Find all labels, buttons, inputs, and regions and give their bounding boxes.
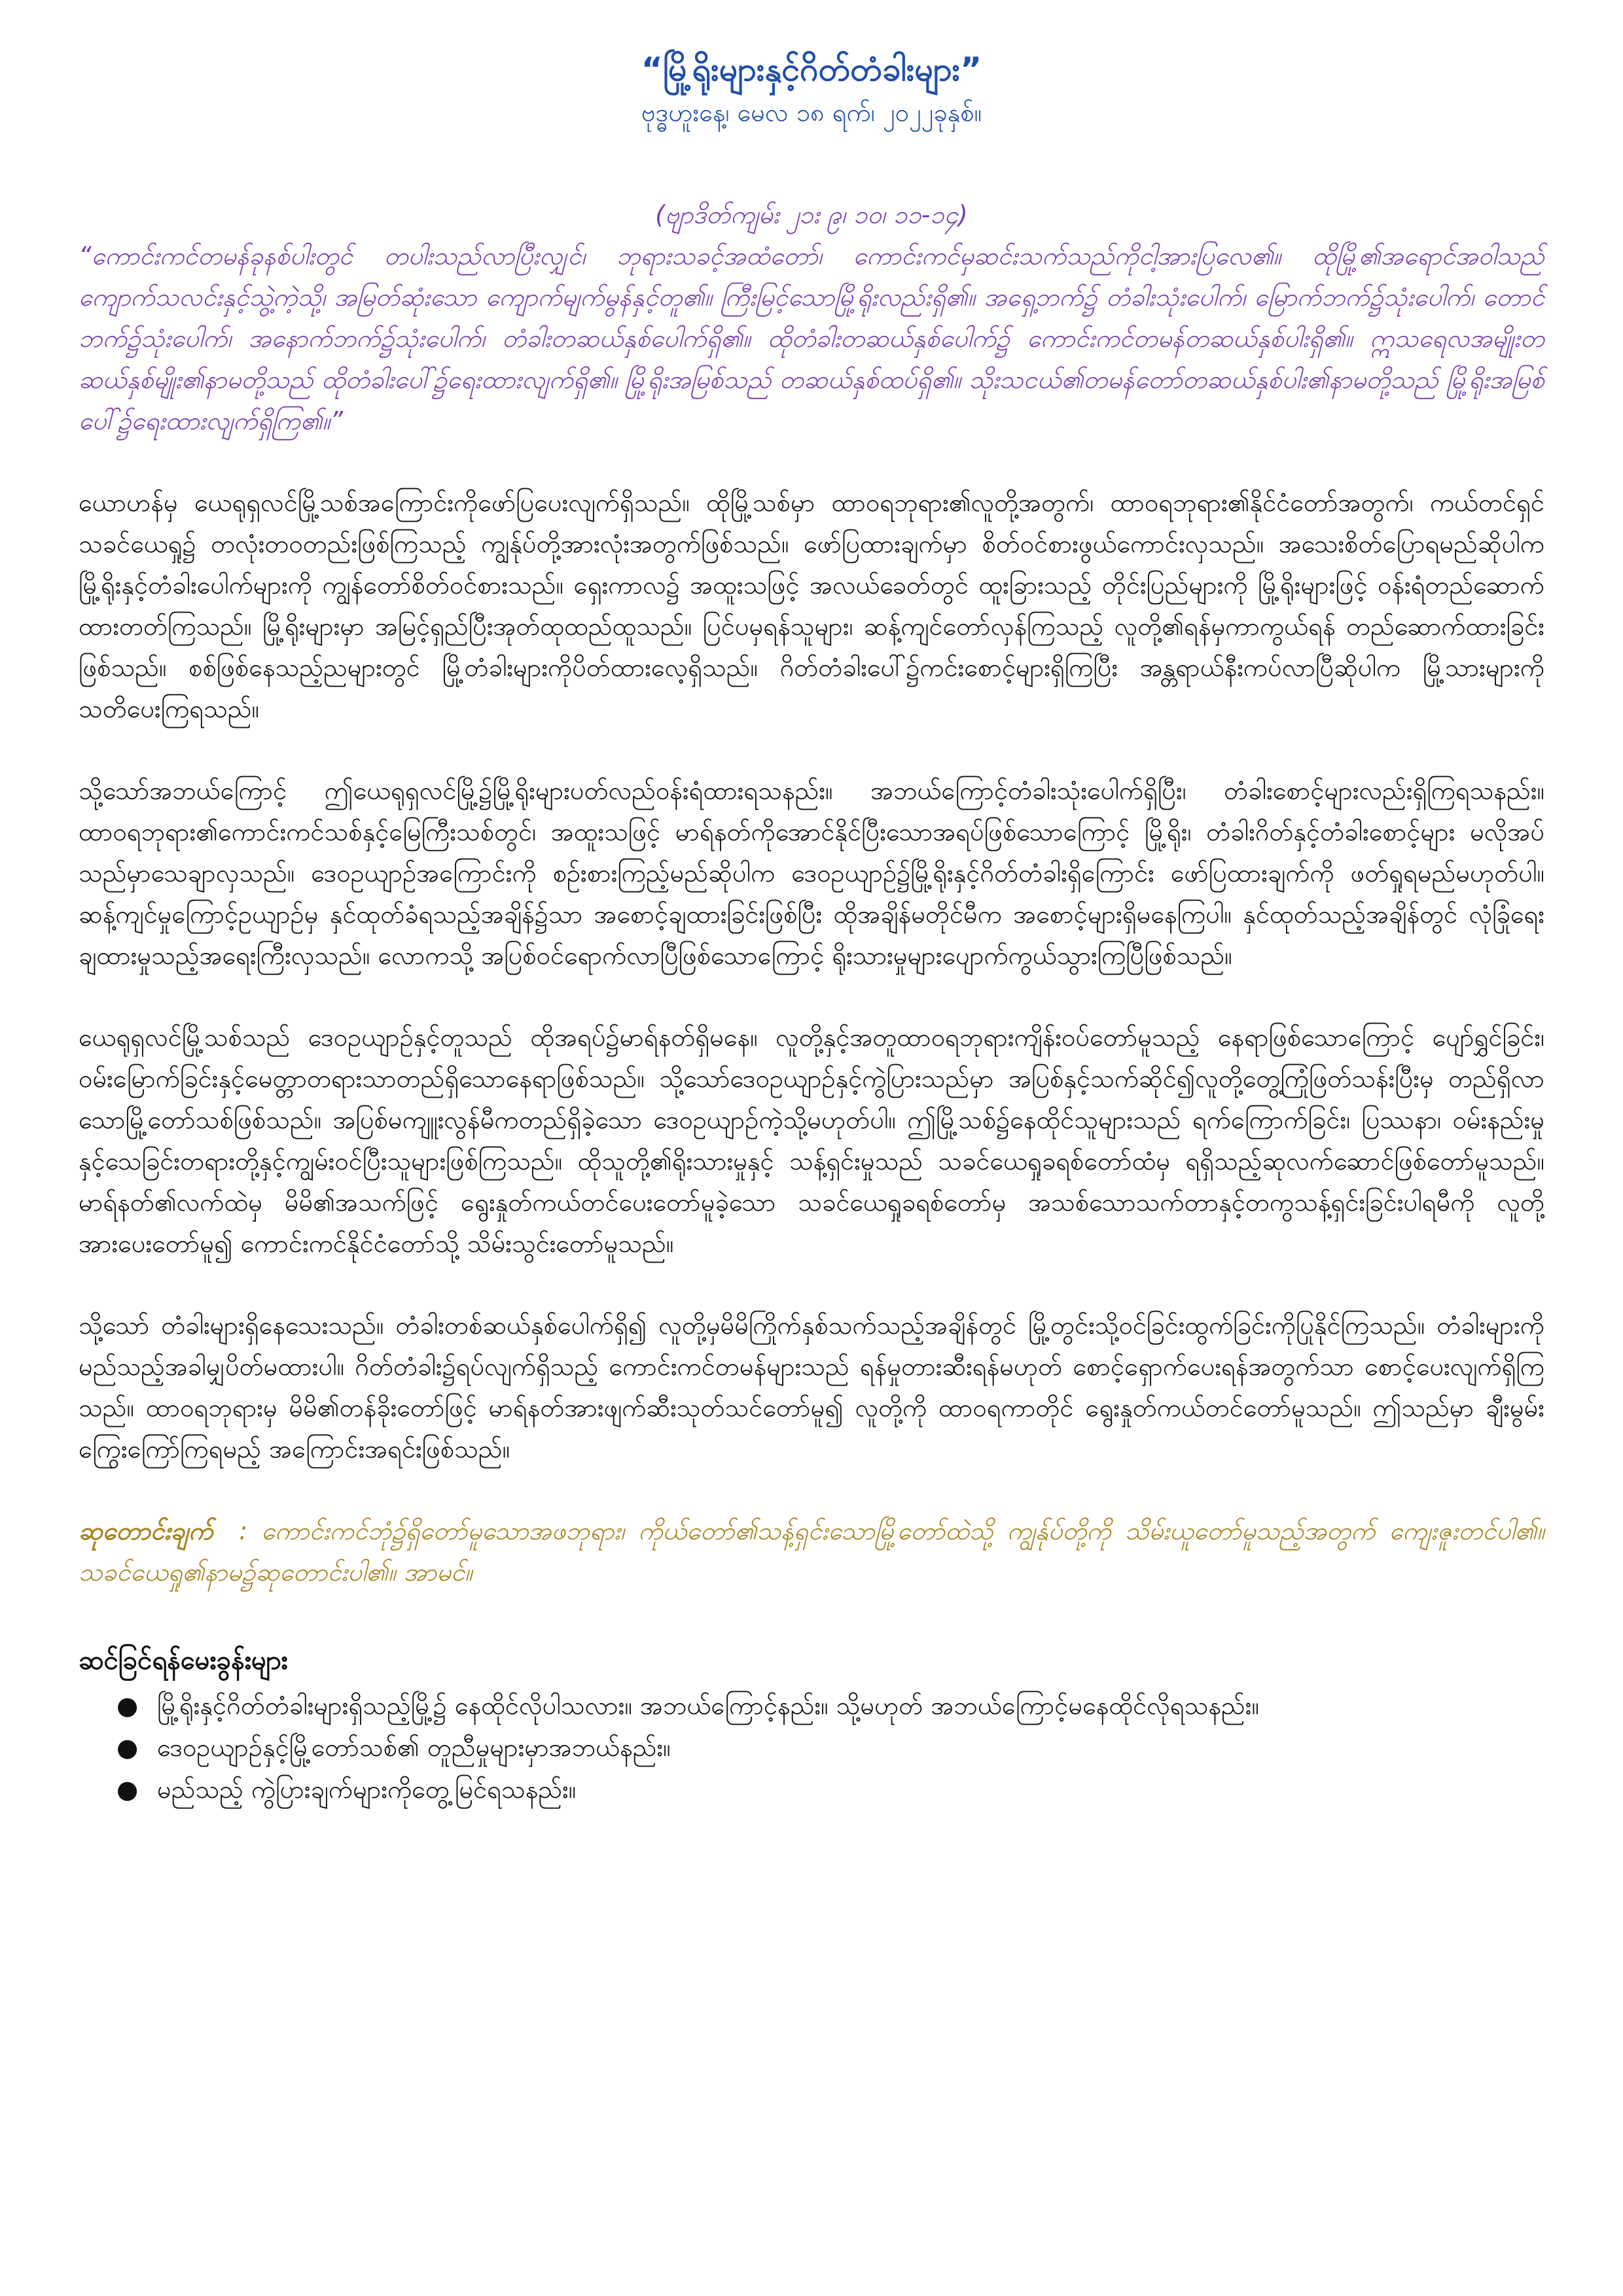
list-item (116, 1727, 1544, 1768)
questions-list (79, 1685, 1544, 1810)
list-item (116, 1685, 1544, 1727)
prayer-label: ဆုတောင်းချက် (79, 1516, 213, 1545)
date-line: ဗုဒ္ဓဟူးနေ့၊ မေလ ၁၈ ရက်၊ ၂၀၂၂ခုနှစ်။ (641, 98, 982, 127)
bullet-icon: ● (116, 1775, 139, 1804)
body-paragraph-3: ယေရုရှလင်မြို့သစ်သည် ဒေဝဥယျာဉ်နှင့်တူသည် ထိုအရပ်၌မာရ်နတ်ရှိမနေ။ လူတို့နှင့်အတူထာဝရဘုရားကျိန်းဝပ်တော်မူသည့် နေရာဖြစ်သောကြောင့် ပျော်ရွှင်ခြင်း၊ ဝမ်းမြောက်ခြင်းနှင့်မေတ္တာတရားသာတည်ရှိသောနေရာဖြစ်သည်။ သို့သော်ဒေဝဥယျာဉ်နှင့်ကွဲပြားသည်မှာ အပြစ်နှင့်သက်ဆိုင်၍လူတို့တွေ့ကြုံဖြတ်သန်းပြီးမှ တည်ရှိလာသောမြို့တော်သစ်ဖြစ်သည်။ အပြစ်မကျူးလွန်မီကတည်ရှိခဲ့သော ဒေဝဥယျာဉ်ကဲ့သို့မဟုတ်ပါ။ ဤမြို့သစ်၌နေထိုင်သူများသည် ရက်ကြောက်ခြင်း၊ ပြဿနာ၊ ဝမ်းနည်းမှုနှင့်သေခြင်းတရားတို့နှင့်ကျွမ်းဝင်ပြီးသူများဖြစ်ကြသည်။ ထိုသူတို့၏ရိုးသားမှုနှင့် သန့်ရှင်းမှုသည် သခင်ယေရှုခရစ်တော်ထံမှ ရရှိသည့်ဆုလက်ဆောင်ဖြစ်တော်မူသည်။ မာရ်နတ်၏လက်ထဲမှ မိမိ၏အသက်ဖြင့် ရွေးနှုတ်ကယ်တင်ပေးတော်မူခဲ့သော သခင်ယေရှုခရစ်တော်မှ အသစ်သောသက်တာနှင့်တကွသန့်ရှင်းခြင်းပါရမီကို လူတို့အားပေးတော်မူ၍ ကောင်းကင်နိုင်ငံတော်သို့ သိမ်းသွင်းတော်မူသည်။ (79, 1023, 1544, 1258)
reflection-questions (79, 1640, 1544, 1810)
prayer-block (79, 1511, 1544, 1593)
prayer-text: : ကောင်းကင်ဘုံ၌ရှိတော်မူသောအဖဘုရား၊ ကိုယ်တော်၏သန့်ရှင်းသောမြို့တော်ထဲသို့ ကျွန်ုပ်တို့ကို သိမ်းယူတော်မူသည့်အတွက် ကျေးဇူးတင်ပါ၏။ သခင်ယေရှု၏နာမ၌ဆုတောင်းပါ၏။ အာမင်။ (79, 1516, 1544, 1587)
bullet-icon: ● (116, 1691, 139, 1720)
body-paragraph-2: သို့သော်အဘယ်ကြောင့် ဤယေရုရှလင်မြို့၌မြို့ရိုးများပတ်လည်ဝန်းရံထားရသနည်း။ အဘယ်ကြောင့်တံခါးသုံးပေါက်ရှိပြီး၊ တံခါးစောင့်များလည်းရှိကြရသနည်း။ ထာဝရဘုရား၏ကောင်းကင်သစ်နှင့်မြေကြီးသစ်တွင်၊ အထူးသဖြင့် မာရ်နတ်ကိုအောင်နိုင်ပြီးသောအရပ်ဖြစ်သောကြောင့် မြို့ရိုး၊ တံခါးဂိတ်နှင့်တံခါးစောင့်များ မလိုအပ်သည်မှာသေချာလှသည်။ ဒေဝဥယျာဉ်အကြောင်းကို စဉ်းစားကြည့်မည်ဆိုပါက ဒေဝဥယျာဉ်၌မြို့ရိုးနှင့်ဂိတ်တံခါးရှိကြောင်း ဖော်ပြထားချက်ကို ဖတ်ရှုရမည်မဟုတ်ပါ။ ဆန့်ကျင်မှုကြောင့်ဥယျာဉ်မှ နှင်ထုတ်ခံရသည့်အချိန်၌သာ အစောင့်ချထားခြင်းဖြစ်ပြီး ထိုအချိန်မတိုင်မီက အစောင့်များရှိမနေကြပါ။ နှင်ထုတ်သည့်အချိန်တွင် လုံခြုံရေးချထားမှုသည့်အရေးကြီးလှသည်။ လောကသို့ အပြစ်ဝင်ရောက်လာပြီဖြစ်သောကြောင့် ရိုးသားမှုများပျောက်ကွယ်သွားကြပြီဖြစ်သည်။ (79, 776, 1544, 970)
question-text: မြို့ရိုးနှင့်ဂိတ်တံခါးများရှိသည့်မြို့၌ နေထိုင်လိုပါသလား။ အဘယ်ကြောင့်နည်း။ သို့မဟုတ် အဘယ်ကြောင့်မနေထိုင်လိုရသနည်း။ (157, 1691, 1259, 1720)
document-page (79, 46, 1544, 1810)
questions-heading: ဆင်ခြင်ရန်မေးခွန်းများ (79, 1645, 288, 1676)
bullet-icon: ● (116, 1733, 139, 1762)
body-paragraph-4: သို့သော် တံခါးများရှိနေသေးသည်။ တံခါးတစ်ဆယ်နှစ်ပေါက်ရှိ၍ လူတို့မှမိမိကြိုက်နှစ်သက်သည့်အချိန်တွင် မြို့တွင်းသို့ဝင်ခြင်းထွက်ခြင်းကိုပြုနိုင်ကြသည်။ တံခါးများကိုမည်သည့်အခါမျှပိတ်မထားပါ။ ဂိတ်တံခါး၌ရပ်လျက်ရှိသည့် ကောင်းကင်တမန်များသည် ရန်မှုတားဆီးရန်မဟုတ် စောင့်ရှောက်ပေးရန်အတွက်သာ စောင့်ပေးလျက်ရှိကြသည်။ ထာဝရဘုရားမှ မိမိ၏တန်ခိုးတော်ဖြင့် မာရ်နတ်အားဖျက်ဆီးသုတ်သင်တော်မူ၍ လူတို့ကို ထာဝရကာတိုင် ရွေးနှုတ်ကယ်တင်တော်မူသည်။ ဤသည်မှာ ချီးမွမ်းကြွေးကြော်ကြရမည့် အကြောင်းအရင်းဖြစ်သည်။ (79, 1311, 1544, 1463)
question-text: ဒေဝဥယျာဉ်နှင့်မြို့တော်သစ်၏ တူညီမှုများမှာအဘယ်နည်း။ (157, 1733, 671, 1762)
scripture-quote: “ကောင်းကင်တမန်ခုနစ်ပါးတွင် တပါးသည်လာပြီးလျှင်၊ ဘုရားသခင့်အထံတော်၊ ကောင်းကင်မှဆင်းသက်သည်ကိုငါ့အားပြလေ၏။ ထိုမြို့၏အရောင်အဝါသည် ကျောက်သလင်းနှင့်သွဲ့ကဲ့သို့၊ အမြတ်ဆုံးသော ကျောက်မျက်မွန်နှင့်တူ၏။ ကြီးမြင့်သောမြို့ရိုးလည်းရှိ၏။ အရှေ့ဘက်၌ တံခါးသုံးပေါက်၊ မြောက်ဘက်၌သုံးပေါက်၊ တောင်ဘက်၌သုံးပေါက်၊ အနောက်ဘက်၌သုံးပေါက်၊ တံခါးတဆယ်နှစ်ပေါက်ရှိ၏။ ထိုတံခါးတဆယ်နှစ်ပေါက်၌ ကောင်းကင်တမန်တဆယ်နှစ်ပါးရှိ၏။ ဣသရေလအမျိုးတဆယ်နှစ်မျိုး၏နာမတို့သည် ထိုတံခါးပေါ်၌ရေးထားလျက်ရှိ၏။ မြို့ရိုးအမြစ်သည် တဆယ်နှစ်ထပ်ရှိ၏။ သိုးသငယ်၏တမန်တော်တဆယ်နှစ်ပါး၏နာမတို့သည် မြို့ရိုးအမြစ်ပေါ်၌ရေးထားလျက်ရှိကြ၏။” (79, 242, 1544, 435)
question-text: မည်သည့် ကွဲပြားချက်များကိုတွေ့မြင်ရသနည်း။ (157, 1775, 577, 1804)
body-paragraph-1: ယောဟန်မှ ယေရုရှလင်မြို့သစ်အကြောင်းကိုဖော်ပြပေးလျက်ရှိသည်။ ထိုမြို့သစ်မှာ ထာဝရဘုရား၏လူတို့အတွက်၊ ထာဝရဘုရား၏နိုင်ငံတော်အတွက်၊ ကယ်တင်ရှင်သခင်ယေရှု၌ တလုံးတဝတည်းဖြစ်ကြသည့် ကျွန်ုပ်တို့အားလုံးအတွက်ဖြစ်သည်။ ဖော်ပြထားချက်မှာ စိတ်ဝင်စားဖွယ်ကောင်းလှသည်။ အသေးစိတ်ပြောရမည်ဆိုပါက မြို့ရိုးနှင့်တံခါးပေါက်များကို ကျွန်တော်စိတ်ဝင်စားသည်။ ရှေးကာလ၌ အထူးသဖြင့် အလယ်ခေတ်တွင် ထူးခြားသည့် တိုင်းပြည်များကို မြို့ရိုးများဖြင့် ဝန်းရံတည်ဆောက်ထားတတ်ကြသည်။ မြို့ရိုးများမှာ အမြင့်ရှည်ပြီးအုတ်ထုထည်ထူသည်။ ပြင်ပမှရန်သူများ၊ ဆန့်ကျင်တော်လှန်ကြသည့် လူတို့၏ရန်မှကာကွယ်ရန် တည်ဆောက်ထားခြင်းဖြစ်သည်။ စစ်ဖြစ်နေသည့်ညများတွင် မြို့တံခါးများကိုပိတ်ထားလေ့ရှိသည်။ ဂိတ်တံခါးပေါ်၌ကင်းစောင့်များရှိကြပြီး အန္တရာယ်နီးကပ်လာပြီဆိုပါက မြို့သားများကို သတိပေးကြရသည်။ (79, 488, 1544, 723)
page-title: “မြို့ရိုးများနှင့်ဂိတ်တံခါးများ” (641, 50, 982, 88)
scripture-reference: (ဗျာဒိတ်ကျမ်း ၂၁း ၉၊ ၁၀၊ ၁၁-၁၄) (655, 200, 968, 229)
list-item (116, 1768, 1544, 1810)
scripture-block (79, 194, 1544, 442)
